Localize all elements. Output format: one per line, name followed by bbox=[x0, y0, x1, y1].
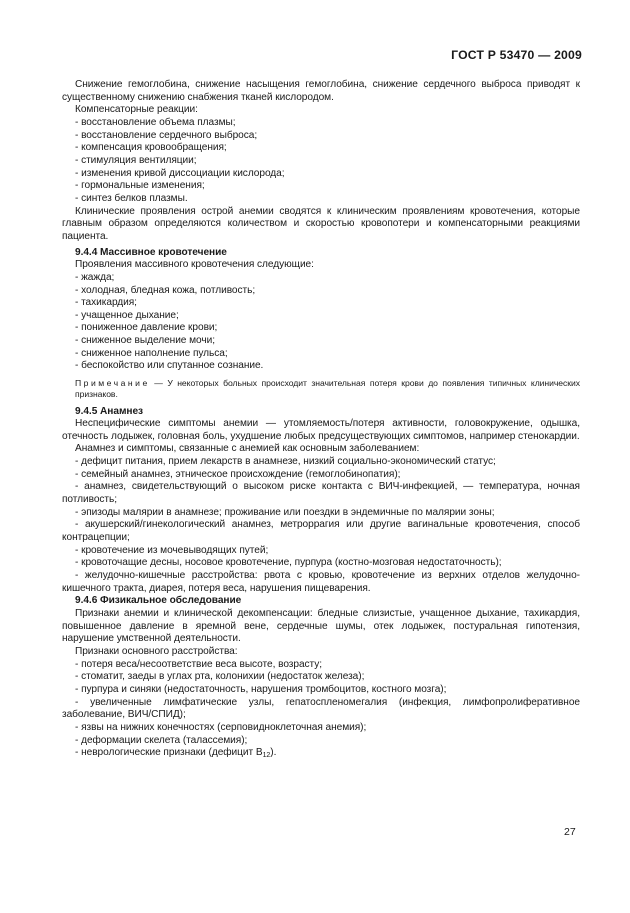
list-item: - стоматит, заеды в углах рта, колонихии (недостаток железа); bbox=[75, 671, 365, 683]
section-9-4-6-heading: 9.4.6 Физикальное обследование bbox=[75, 595, 242, 607]
list-item: - синтез белков плазмы. bbox=[75, 192, 188, 204]
list-item: - гормональные изменения; bbox=[75, 180, 205, 192]
list-item: - желудочно-кишечные расстройства: рвота с кровью, кровотечение из верхних отделов желудочно-кишечного тракта, диарея, потеря веса, нарушения пищеварения. bbox=[62, 570, 580, 594]
list-item: - беспокойство или спутанное сознание. bbox=[75, 360, 264, 372]
section-9-4-5-heading: 9.4.5 Анамнез bbox=[75, 405, 144, 417]
list-item: - дефицит питания, прием лекарств в анамнезе, низкий социально-экономический статус; bbox=[75, 456, 496, 468]
list-item: - восстановление объема плазмы; bbox=[75, 116, 236, 128]
section-9-4-4-heading: 9.4.4 Массивное кровотечение bbox=[75, 246, 227, 258]
list-item-b12 bbox=[62, 747, 580, 760]
list-item: - жажда; bbox=[75, 271, 115, 283]
section-9-4-6-intro: Признаки основного расстройства: bbox=[75, 645, 238, 657]
intro-paragraph: Снижение гемоглобина, снижение насыщения гемоглобина, снижение сердечного выброса приводят к существенному снижению снабжения тканей кислородом. bbox=[62, 79, 580, 103]
list-item: - кровоточащие десны, носовое кровотечение, пурпура (костно-мозговая недостаточность); bbox=[75, 557, 502, 569]
list-item: - пурпура и синяки (недостаточность, нарушения тромбоцитов, костного мозга); bbox=[75, 683, 447, 695]
list-item: - пониженное давление крови; bbox=[75, 322, 218, 334]
standard-header: ГОСТ Р 53470 — 2009 bbox=[451, 48, 582, 62]
list-item: - анамнез, свидетельствующий о высоком риске контакта с ВИЧ-инфекцией, — температура, ночная потливость; bbox=[62, 481, 580, 506]
note-text: — У некоторых больных происходит значительная потеря крови до появления типичных клинических признаков. bbox=[75, 378, 580, 400]
list-item: - семейный анамнез, этническое происхождение (гемоглобинопатия); bbox=[75, 468, 401, 480]
list-item: - восстановление сердечного выброса; bbox=[75, 129, 258, 141]
list-item: - компенсация кровообращения; bbox=[75, 142, 227, 154]
b12-end: ). bbox=[270, 747, 277, 759]
compensatory-title: Компенсаторные реакции: bbox=[75, 104, 198, 116]
list-item: - стимуляция вентиляции; bbox=[75, 154, 197, 166]
section-9-4-6-paragraph: Признаки анемии и клинической декомпенсации: бледные слизистые, учащенное дыхание, тахикардия, повышенное давление в яремной вене, сердечные шумы, отек лодыжек, постуральная гипотензия, нарушение умственной деятельности. bbox=[62, 608, 580, 645]
list-item: - эпизоды малярии в анамнезе; проживание или поездки в эндемичные по малярии зоны; bbox=[75, 506, 495, 518]
list-item: - акушерский/гинекологический анамнез, метроррагия или другие вагинальные кровотечения, способ контрацепции; bbox=[62, 519, 580, 544]
b12-subscript: 12 bbox=[262, 752, 271, 760]
b12-text: - неврологические признаки (дефицит В bbox=[75, 747, 263, 759]
list-item: - изменения кривой диссоциации кислорода; bbox=[75, 167, 285, 179]
list-item: - учащенное дыхание; bbox=[75, 309, 179, 321]
list-item: - тахикардия; bbox=[75, 297, 137, 309]
list-item: - кровотечение из мочевыводящих путей; bbox=[75, 544, 269, 556]
list-item: - деформации скелета (талассемия); bbox=[75, 734, 248, 746]
list-item: - сниженное наполнение пульса; bbox=[75, 347, 228, 359]
section-9-4-4-intro: Проявления массивного кровотечения следующие: bbox=[75, 259, 314, 271]
list-item: - сниженное выделение мочи; bbox=[75, 335, 216, 347]
list-item: - холодная, бледная кожа, потливость; bbox=[75, 284, 256, 296]
list-item: - потеря веса/несоответствие веса высоте, возрасту; bbox=[75, 658, 323, 670]
main-text bbox=[62, 79, 580, 760]
list-item: - язвы на нижних конечностях (серповидноклеточная анемия); bbox=[75, 721, 367, 733]
clinical-paragraph: Клинические проявления острой анемии сводятся к клиническим проявлениям кровотечения, которые главным образом определяются количеством и скоростью кровопотери и компенсаторными реакциями пациента. bbox=[62, 205, 580, 242]
note-label: Примечание bbox=[75, 378, 150, 389]
section-9-4-5-paragraph: Неспецифические симптомы анемии — утомляемость/потеря активности, головокружение, одышка, отечность лодыжек, головная боль, ухудшение любых предсуществующих симптомов, например стенокардии. bbox=[62, 418, 580, 442]
note bbox=[62, 378, 580, 400]
page-number: 27 bbox=[564, 826, 576, 838]
section-9-4-5-intro: Анамнез и симптомы, связанные с анемией как основным заболеванием: bbox=[75, 443, 420, 455]
list-item: - увеличенные лимфатические узлы, гепатоспленомегалия (инфекция, лимфопролиферативное заболевание, ВИЧ/СПИД); bbox=[62, 696, 580, 721]
